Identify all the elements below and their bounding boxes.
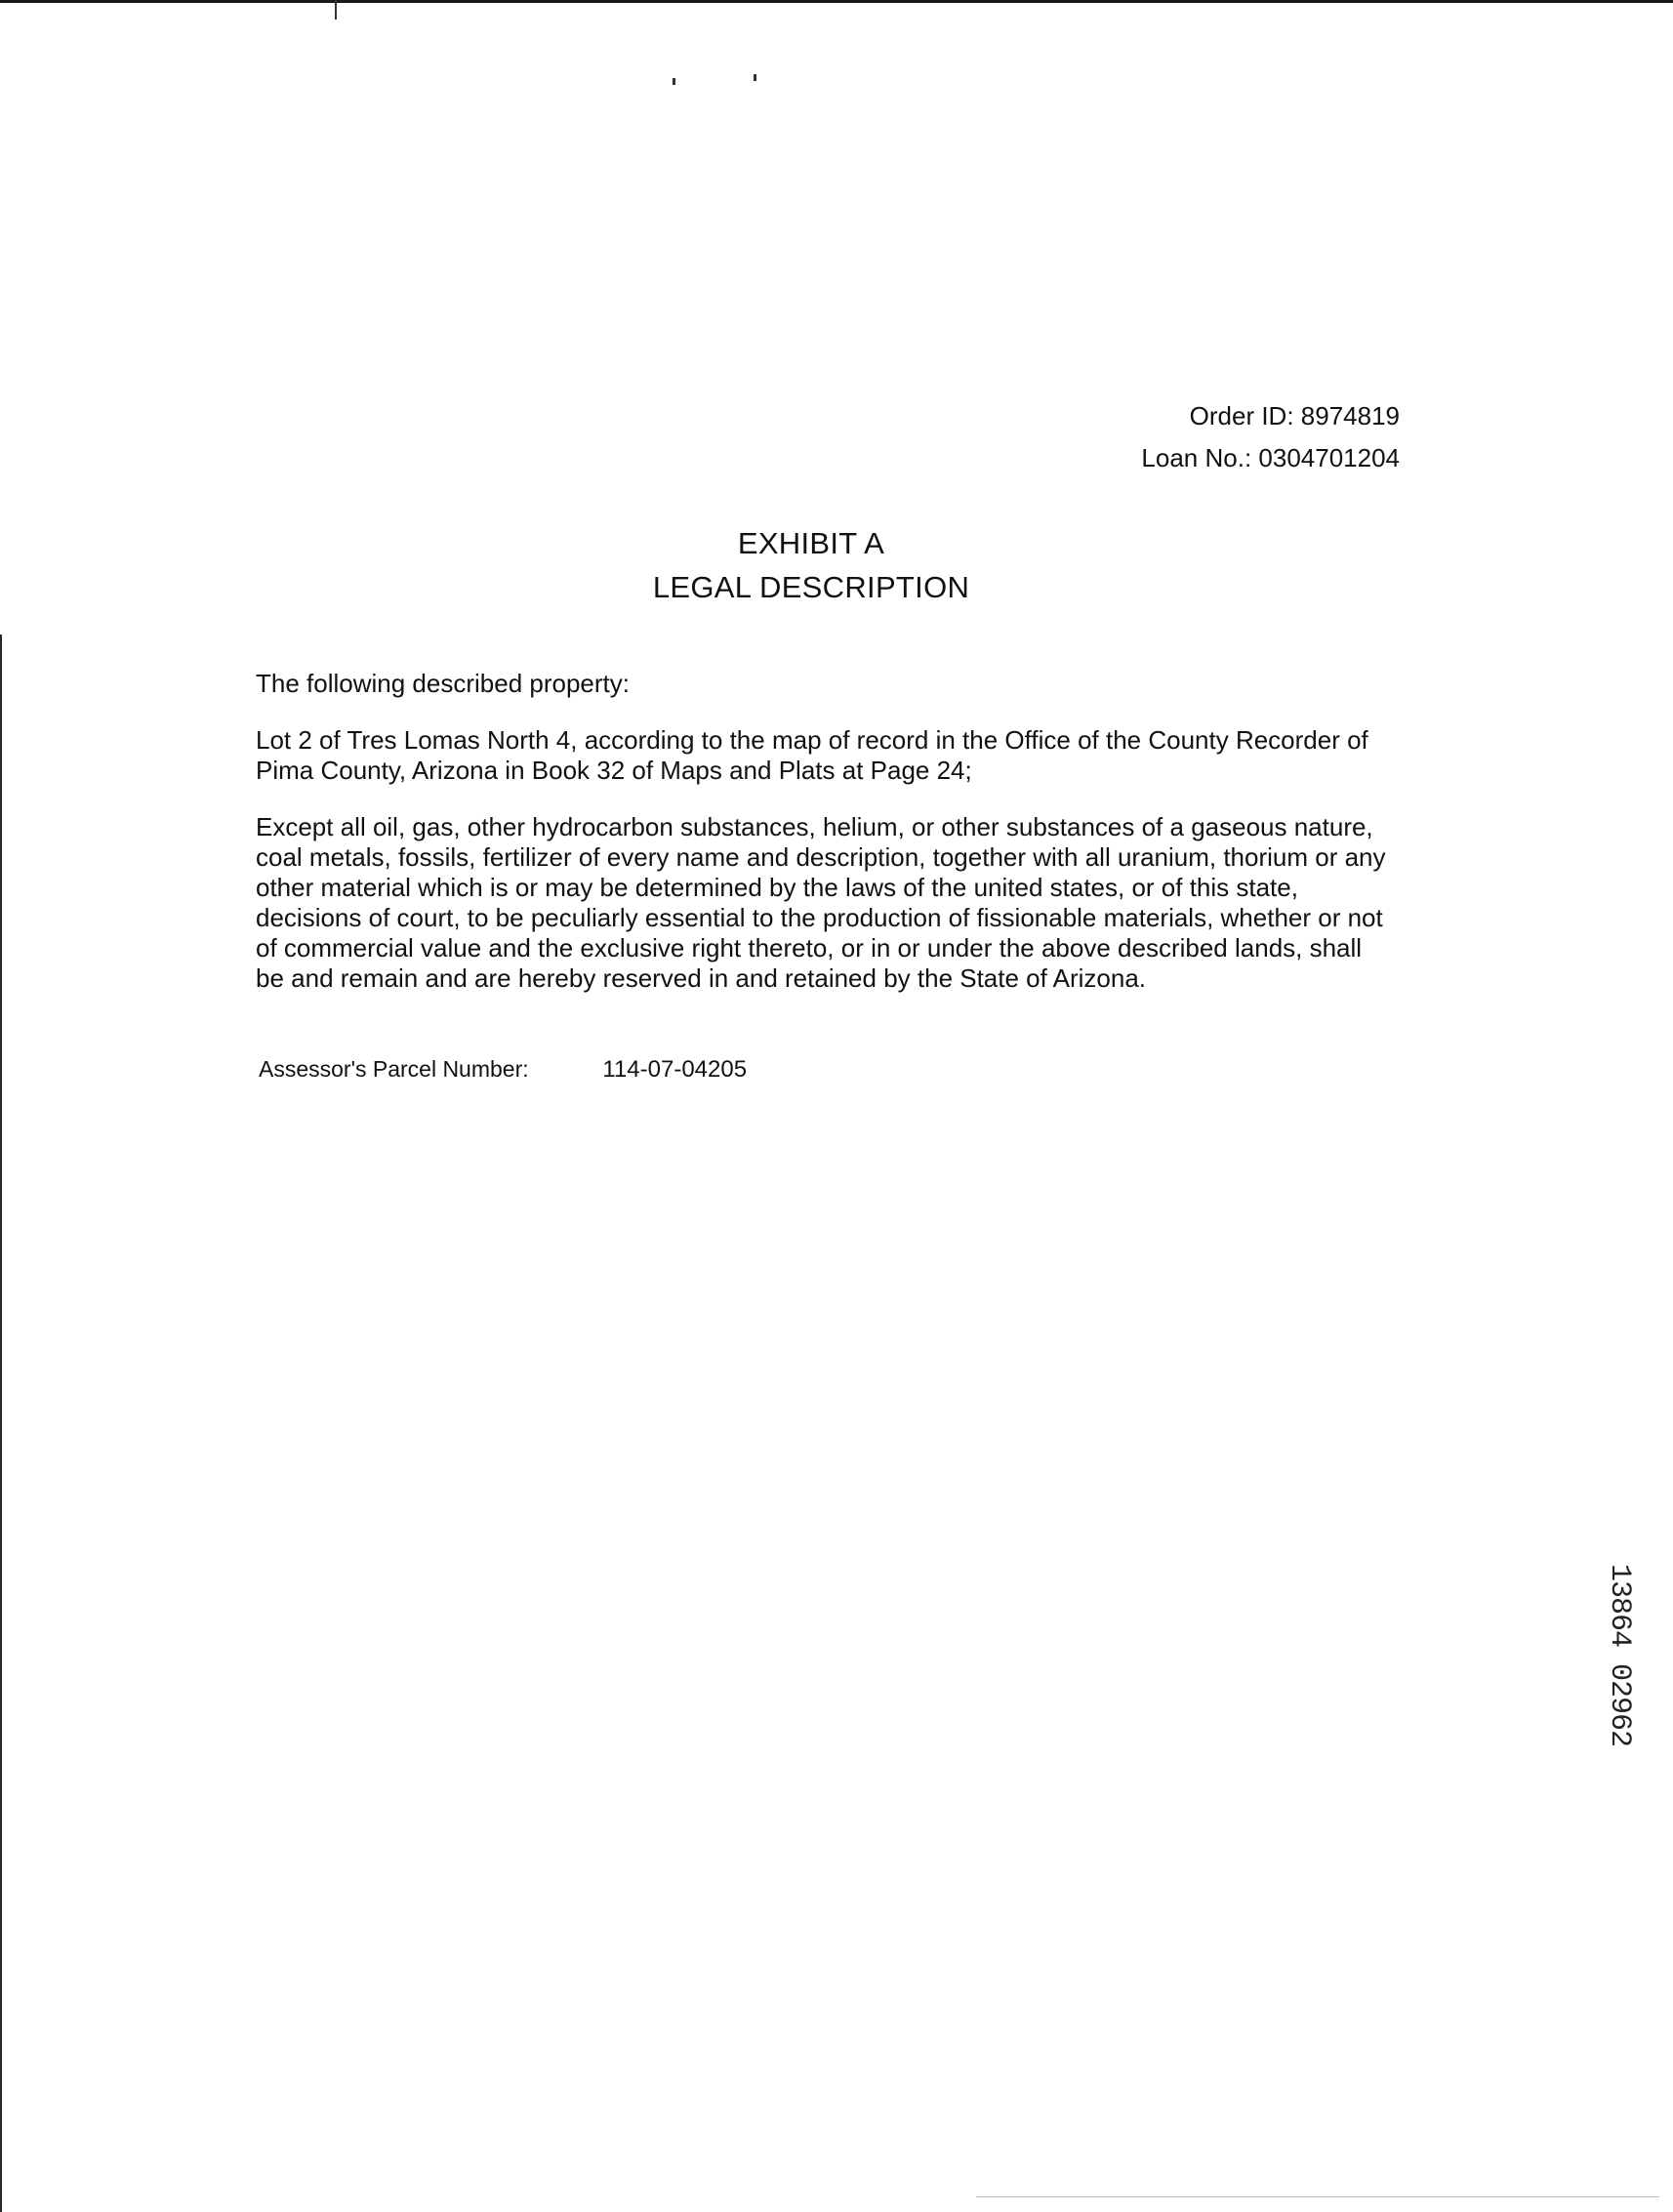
paragraph-line: of commercial value and the exclusive right thereto, or in or under the above described lands, shall [256, 933, 1363, 963]
parcel-number-row [259, 1054, 747, 1085]
scan-bottom-line [976, 2196, 1659, 2197]
scan-top-edge [0, 0, 1673, 3]
paragraph-line: other material which is or may be determined by the laws of the united states, or of this state, [256, 873, 1298, 902]
lot-paragraph [256, 725, 1408, 786]
paragraph-line: decisions of court, to be peculiarly essential to the production of fissionable materials, whether or not [256, 903, 1383, 932]
scan-speck [673, 78, 675, 85]
intro-paragraph: The following described property: [256, 669, 630, 698]
order-info [1141, 395, 1400, 479]
exhibit-heading: EXHIBIT A [737, 526, 885, 560]
paragraph-line: be and remain and are hereby reserved in and retained by the State of Arizona. [256, 963, 1147, 993]
scan-mark [335, 0, 337, 20]
paragraph-line: Pima County, Arizona in Book 32 of Maps and Plats at Page 24; [256, 756, 972, 785]
parcel-number-label: Assessor's Parcel Number: [259, 1056, 529, 1082]
scan-left-edge [0, 635, 2, 2212]
exception-paragraph [256, 812, 1408, 994]
legal-description-body [256, 669, 1408, 994]
recording-stamp-text: 13864 02962 [1603, 1564, 1636, 1747]
loan-number: Loan No.: 0304701204 [1141, 443, 1400, 472]
document-title [0, 521, 1622, 609]
recording-stamp [1605, 1564, 1634, 1827]
order-id: Order ID: 8974819 [1189, 401, 1400, 430]
legal-description-heading: LEGAL DESCRIPTION [652, 570, 970, 604]
paragraph-line: Except all oil, gas, other hydrocarbon substances, helium, or other substances of a gaseous nature, [256, 812, 1373, 841]
scan-speck [754, 74, 756, 81]
paragraph-line: coal metals, fossils, fertilizer of every name and description, together with all uranium, thorium or any [256, 842, 1386, 872]
parcel-number-value: 114-07-04205 [602, 1056, 748, 1083]
paragraph-line: Lot 2 of Tres Lomas North 4, according to the map of record in the Office of the County Recorder of [256, 725, 1368, 755]
